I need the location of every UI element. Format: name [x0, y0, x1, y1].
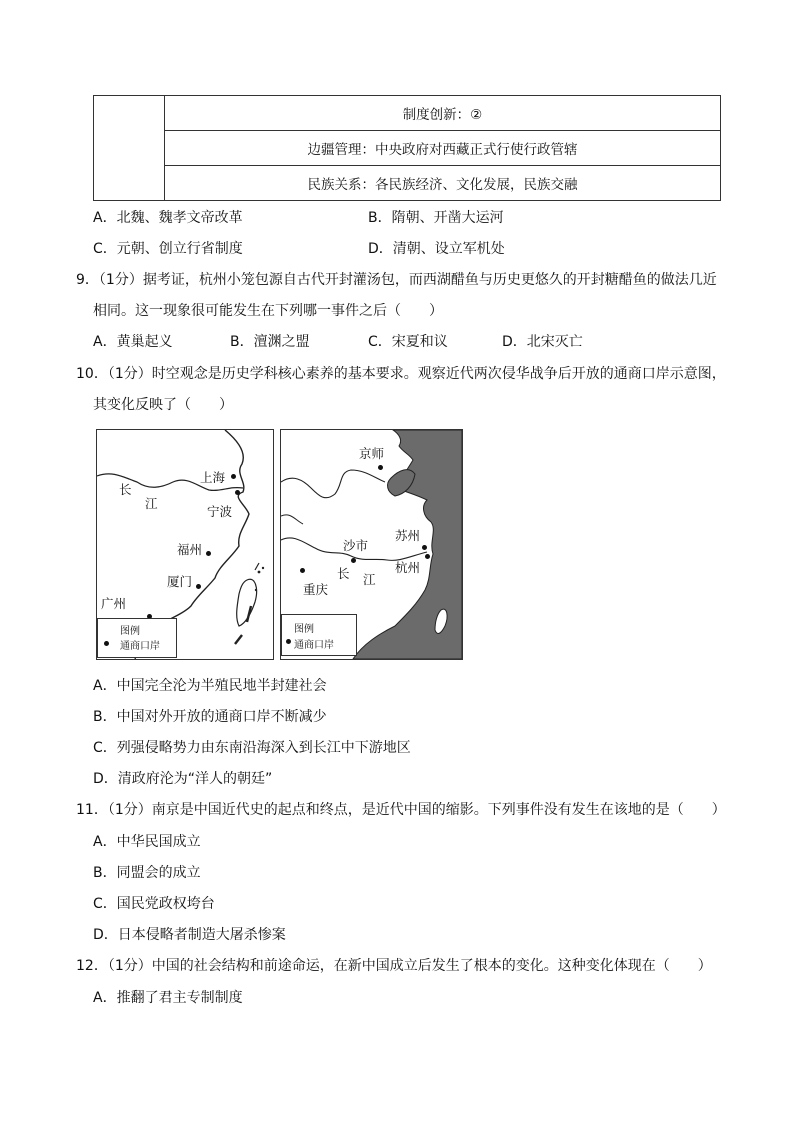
q12-stem-line1: 12．（1分）中国的社会结构和前途命运，在新中国成立后发生了根本的变化。这种变化体现在（ ）	[76, 958, 712, 974]
q9-option-b: B．澶渊之盟	[230, 334, 310, 350]
map2-legend-title: 图例	[294, 624, 314, 635]
map2-port-chongqing	[300, 568, 305, 573]
q10-stem-line2: 其变化反映了（ ）	[93, 397, 233, 413]
q8-option-d: D．清朝、设立军机处	[368, 241, 505, 257]
map2-legend	[281, 614, 357, 656]
table-blank-cell	[94, 96, 165, 201]
map2-label-chongqing: 重庆	[303, 582, 329, 597]
q8-option-b: B．隋朝、开凿大运河	[368, 210, 504, 226]
map1-legend-item: 通商口岸	[120, 641, 160, 652]
map1-port-fuzhou	[206, 551, 211, 556]
map1-port-ningbo	[235, 490, 240, 495]
map1-legend-title: 图例	[120, 626, 140, 637]
table-row: 边疆管理：中央政府对西藏正式行使行政管辖	[165, 131, 721, 166]
map1-legend	[97, 618, 177, 658]
q9-stem-line1: 9．（1分）据考证，杭州小笼包源自古代开封灌汤包，而西湖醋鱼与历史更悠久的开封糖醋鱼的做法几近	[76, 272, 717, 288]
q8-option-c: C．元朝、创立行省制度	[93, 241, 243, 257]
map2-label-shashi: 沙市	[343, 538, 369, 553]
map1-legend-dot	[104, 641, 109, 646]
map1-port-xiamen	[196, 584, 201, 589]
q11-option-b: B．同盟会的成立	[93, 865, 201, 881]
q9-option-c: C．宋夏和议	[368, 334, 448, 350]
q10-option-a: A．中国完全沦为半殖民地半封建社会	[93, 678, 327, 694]
q10-option-d: D．清政府沦为“洋人的朝廷”	[93, 771, 273, 787]
map2-label-hangzhou: 杭州	[395, 560, 421, 575]
map1-label-fuzhou: 福州	[177, 542, 203, 557]
map1-label-shanghai: 上海	[200, 470, 226, 485]
map2-port-shashi	[351, 558, 356, 563]
map2-legend-dot	[286, 639, 291, 644]
answer-table-fragment	[93, 95, 721, 201]
map2-river-label-1: 长	[337, 566, 350, 581]
map1-river-label-2: 江	[145, 496, 158, 511]
map-treaty-ports-first	[96, 429, 274, 660]
q12-option-a: A．推翻了君主专制制度	[93, 990, 243, 1006]
map2-label-suzhou: 苏州	[395, 528, 421, 543]
map-treaty-ports-second	[280, 429, 463, 660]
q11-option-c: C．国民党政权垮台	[93, 896, 215, 912]
q10-option-b: B．中国对外开放的通商口岸不断减少	[93, 709, 327, 725]
map1-river-label-1: 长	[119, 482, 132, 497]
map2-river-label-2: 江	[363, 572, 376, 587]
map1-port-shanghai	[231, 474, 236, 479]
q10-stem-line1: 10．（1分）时空观念是历史学科核心素养的基本要求。观察近代两次侵华战争后开放的通商口岸示意图，	[76, 366, 726, 382]
map2-port-jingshi	[378, 465, 383, 470]
map1-label-xiamen: 厦门	[167, 574, 193, 589]
q9-stem-line2: 相同。这一现象很可能发生在下列哪一事件之后（ ）	[93, 303, 443, 319]
q10-option-c: C．列强侵略势力由东南沿海深入到长江中下游地区	[93, 740, 411, 756]
table-row: 民族关系：各民族经济、文化发展，民族交融	[165, 166, 721, 201]
q8-option-a: A．北魏、魏孝文帝改革	[93, 210, 243, 226]
map1-label-ningbo: 宁波	[207, 504, 233, 519]
q11-option-a: A．中华民国成立	[93, 834, 201, 850]
q11-option-d: D．日本侵略者制造大屠杀惨案	[93, 927, 286, 943]
q9-option-d: D．北宋灭亡	[502, 334, 583, 350]
map2-port-hangzhou	[425, 554, 430, 559]
map1-label-guangzhou: 广州	[101, 596, 127, 611]
table-row: 制度创新：②	[165, 96, 721, 131]
map2-legend-item: 通商口岸	[294, 640, 334, 651]
q11-stem-line1: 11．（1分）南京是中国近代史的起点和终点，是近代中国的缩影。下列事件没有发生在该地的是（ ）	[76, 802, 726, 818]
map2-port-suzhou	[422, 545, 427, 550]
q9-option-a: A．黄巢起义	[93, 334, 173, 350]
map2-label-jingshi: 京师	[359, 446, 385, 461]
